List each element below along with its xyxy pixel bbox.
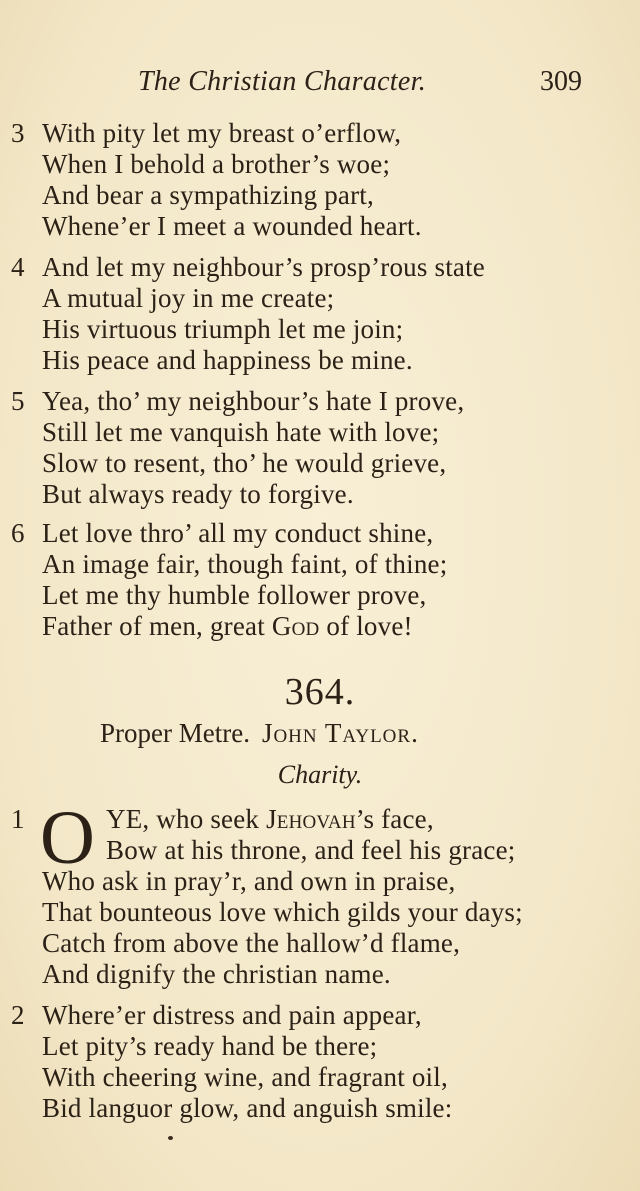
verse-line: With cheering wine, and fragrant oil, [42,1062,448,1092]
verse-line: And let my neighbour’s prosp’rous state [42,252,485,282]
verse-line: Yea, tho’ my neighbour’s hate I prove, [42,386,465,416]
page-number: 309 [540,66,582,97]
verse-line [42,611,413,642]
stanza-number: 6 [11,518,25,548]
verse-line: Let love thro’ all my conduct shine, [42,518,434,548]
verse-line: Whene’er I meet a wounded heart. [42,211,422,241]
hymn-number: 364. [284,671,356,713]
verse-line: And dignify the christian name. [42,959,391,989]
verse-line: But always ready to forgive. [42,479,354,509]
verse-line: That bounteous love which gilds your days; [42,897,523,927]
verse-line: His virtuous triumph let me join; [42,314,404,344]
verse-text: YE, who seek [106,804,267,834]
verse-line: An image fair, though faint, of thine; [42,549,448,579]
verse-text: Father of men, great [42,611,272,641]
verse-text: of love! [319,611,413,641]
stanza-number: 1 [11,804,25,834]
verse-line: Let pity’s ready hand be there; [42,1031,378,1061]
drop-cap: O [40,796,95,880]
stanza-number: 2 [11,1000,25,1030]
verse-line: With pity let my breast o’erflow, [42,118,402,148]
stanza-number: 5 [11,386,25,416]
verse-line: Who ask in pray’r, and own in praise, [42,866,456,896]
verse-line [106,804,434,835]
divine-name-smallcaps: God [271,611,320,641]
stanza-number: 4 [11,252,25,282]
verse-line: Slow to resent, tho’ he would grieve, [42,448,447,478]
running-title: The Christian Character. [138,66,427,97]
author: John Taylor. [261,718,419,748]
verse-line: Still let me vanquish hate with love; [42,417,440,447]
verse-text: ’s face, [355,804,434,834]
verse-line: Bow at his throne, and feel his grace; [106,835,516,865]
verse-line: Bid languor glow, and anguish smile: [42,1093,453,1123]
metre: Proper Metre. [100,718,250,748]
verse-line: Let me thy humble follower prove, [42,580,427,610]
printer-mark [168,1136,173,1140]
verse-line: Where’er distress and pain appear, [42,1000,422,1030]
metre-author-line [100,718,419,749]
page-header [0,66,640,106]
verse-line: When I behold a brother’s woe; [42,149,391,179]
verse-line: His peace and happiness be mine. [42,345,413,375]
stanza-number: 3 [11,118,25,148]
hymn-subject: Charity. [277,760,363,789]
divine-name-smallcaps: Jehovah [266,804,356,834]
verse-line: A mutual joy in me create; [42,283,335,313]
verse-line: Catch from above the hallow’d flame, [42,928,461,958]
verse-line: And bear a sympathizing part, [42,180,374,210]
